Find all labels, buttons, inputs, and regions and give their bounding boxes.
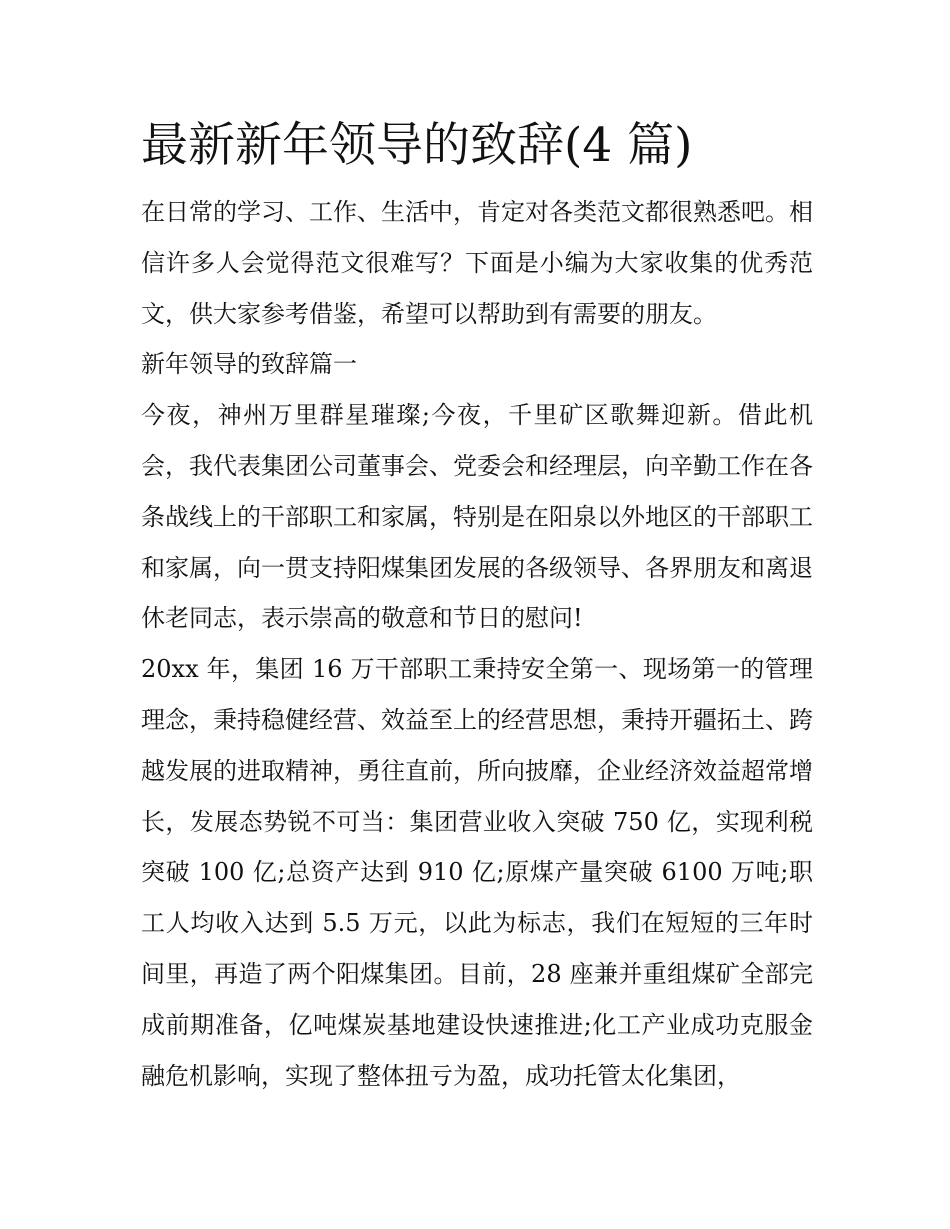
body-paragraph: 20xx 年，集团 16 万干部职工秉持安全第一、现场第一的管理理念，秉持稳健经营、效益至上的经营思想，秉持开疆拓土、跨越发展的进取精神，勇往直前，所向披靡，企业经济效益超常增长，发展态势锐不可当：集团营业收入突破 750 亿，实现利税突破 100 亿;总资产达到 910 亿;原煤产量突破 6100 万吨;职工人均收入达到 5.5 万元，以此为标志，我们在短短的三年时间里，再造了两个阳煤集团。目前，28 座兼并重组煤矿全部完成前期准备，亿吨煤炭基地建设快速推进;化工产业成功克服金融危机影响，实现了整体扭亏为盈，成功托管太化集团， — [141, 655, 813, 1090]
body-paragraph: 今夜，神州万里群星璀璨;今夜，千里矿区歌舞迎新。借此机会，我代表集团公司董事会、党委会和经理层，向辛勤工作在各条战线上的干部职工和家属，特别是在阳泉以外地区的干部职工和家属，向一贯支持阳煤集团发展的各级领导、各界朋友和离退休老同志，表示崇高的敬意和节日的慰问! — [141, 401, 813, 633]
document-title: 最新新年领导的致辞(4 篇) — [141, 118, 693, 173]
section-heading: 新年领导的致辞篇一 — [141, 350, 357, 379]
document-body — [141, 113, 813, 1101]
intro-paragraph: 在日常的学习、工作、生活中，肯定对各类范文都很熟悉吧。相信许多人会觉得范文很难写？下面是小编为大家收集的优秀范文，供大家参考借鉴，希望可以帮助到有需要的朋友。 — [141, 198, 813, 328]
